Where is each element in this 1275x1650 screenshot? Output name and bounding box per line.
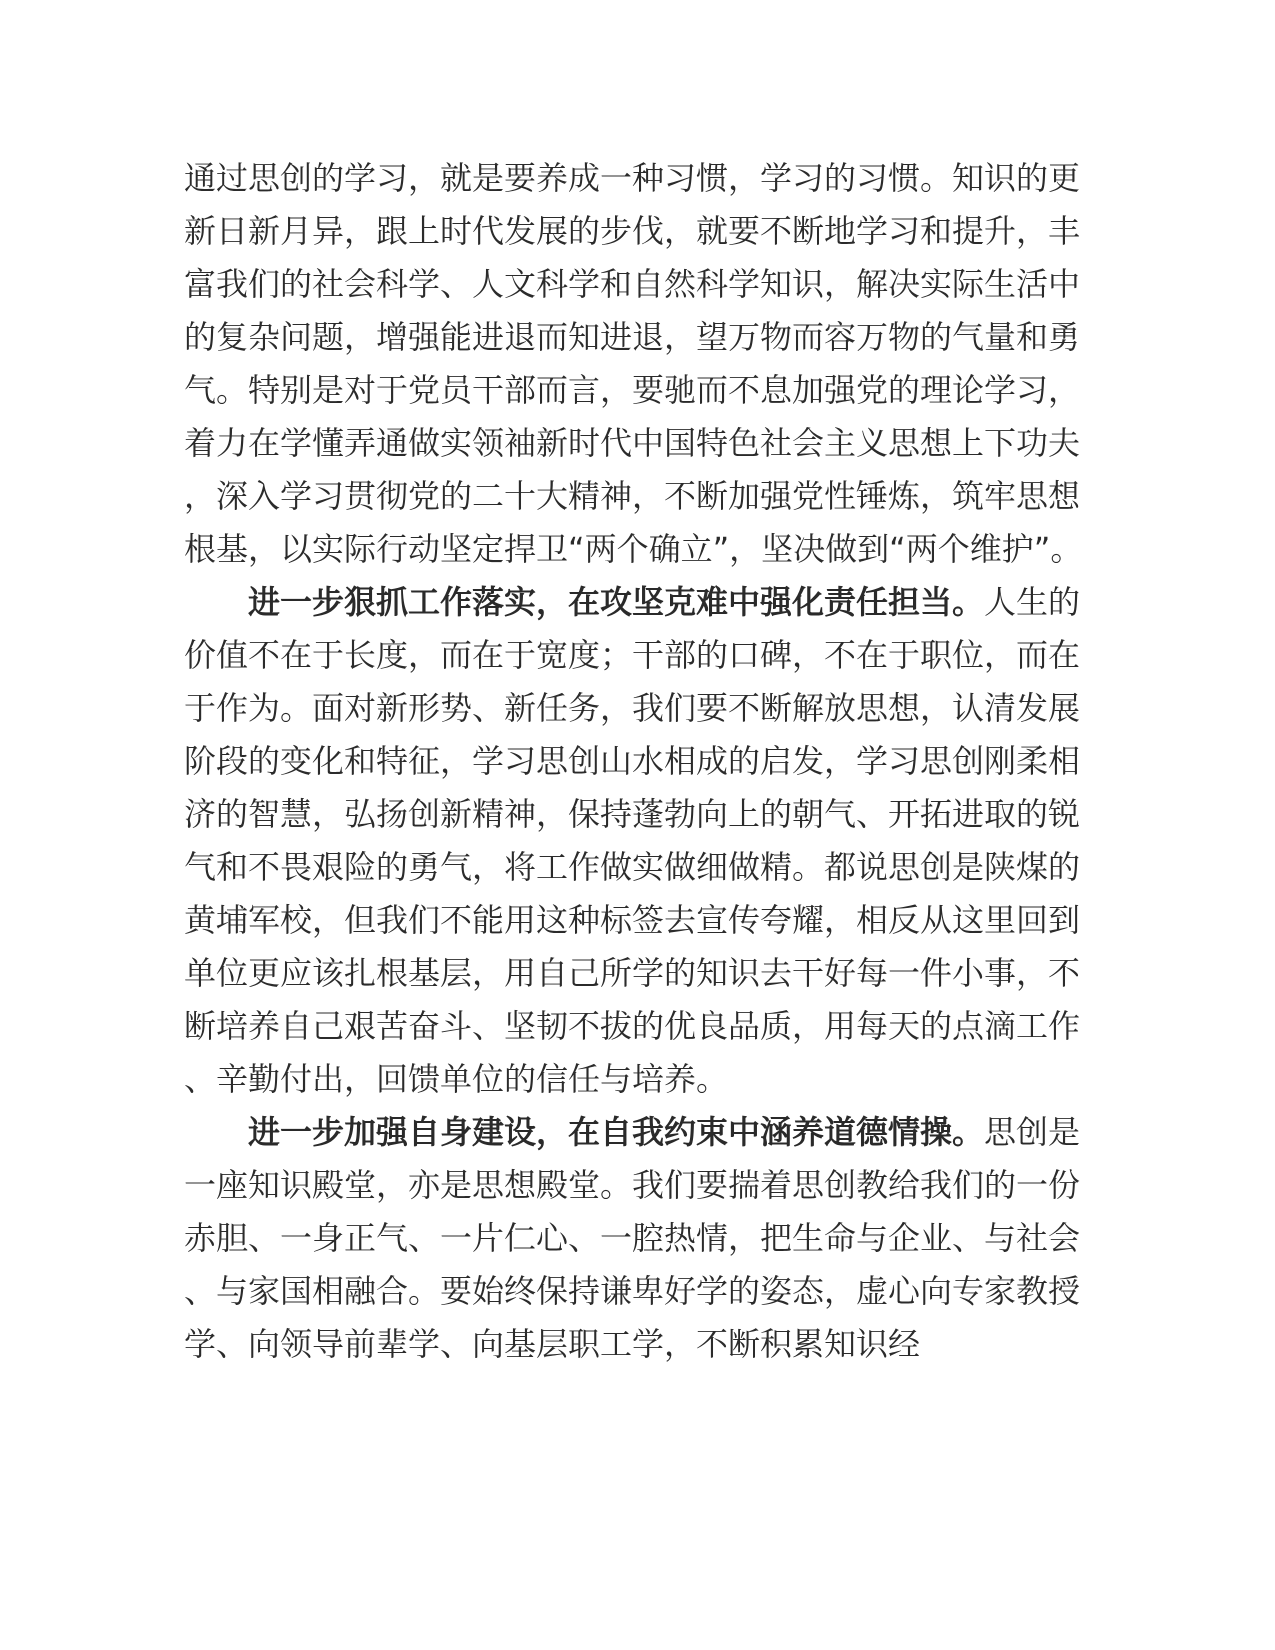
paragraph-2-heading: 进一步狠抓工作落实，在攻坚克难中强化责任担当。 xyxy=(248,583,985,621)
paragraph-1 xyxy=(184,152,1084,576)
paragraph-3 xyxy=(184,1106,1084,1371)
paragraph-2 xyxy=(184,576,1084,1106)
paragraph-2-text: 人生的价值不在于长度，而在于宽度；干部的口碑，不在于职位，而在于作为。面对新形势、新任务，我们要不断解放思想，认清发展阶段的变化和特征，学习思创山水相成的启发，学习思创刚柔相济的智慧，弘扬创新精神，保持蓬勃向上的朝气、开拓进取的锐气和不畏艰险的勇气，将工作做实做细做精。都说思创是陕煤的黄埔军校，但我们不能用这种标签去宣传夸耀，相反从这里回到单位更应该扎根基层，用自己所学的知识去干好每一件小事，不断培养自己艰苦奋斗、坚韧不拔的优良品质，用每天的点滴工作、辛勤付出，回馈单位的信任与培养。 xyxy=(184,583,1081,1098)
paragraph-3-text: 思创是一座知识殿堂，亦是思想殿堂。我们要揣着思创教给我们的一份赤胆、一身正气、一片仁心、一腔热情，把生命与企业、与社会、与家国相融合。要始终保持谦卑好学的姿态，虚心向专家教授学、向领导前辈学、向基层职工学，不断积累知识经 xyxy=(184,1113,1081,1363)
paragraph-3-heading: 进一步加强自身建设，在自我约束中涵养道德情操。 xyxy=(248,1113,985,1151)
paragraph-1-text: 通过思创的学习，就是要养成一种习惯，学习的习惯。知识的更新日新月异，跟上时代发展的步伐，就要不断地学习和提升，丰富我们的社会科学、人文科学和自然科学知识，解决实际生活中的复杂问题，增强能进退而知进退，望万物而容万物的气量和勇气。特别是对于党员干部而言，要驰而不息加强党的理论学习，着力在学懂弄通做实领袖新时代中国特色社会主义思想上下功夫，深入学习贯彻党的二十大精神，不断加强党性锤炼，筑牢思想根基，以实际行动坚定捍卫“两个确立”，坚决做到“两个维护”。 xyxy=(184,159,1083,568)
document-body xyxy=(184,152,1084,1371)
